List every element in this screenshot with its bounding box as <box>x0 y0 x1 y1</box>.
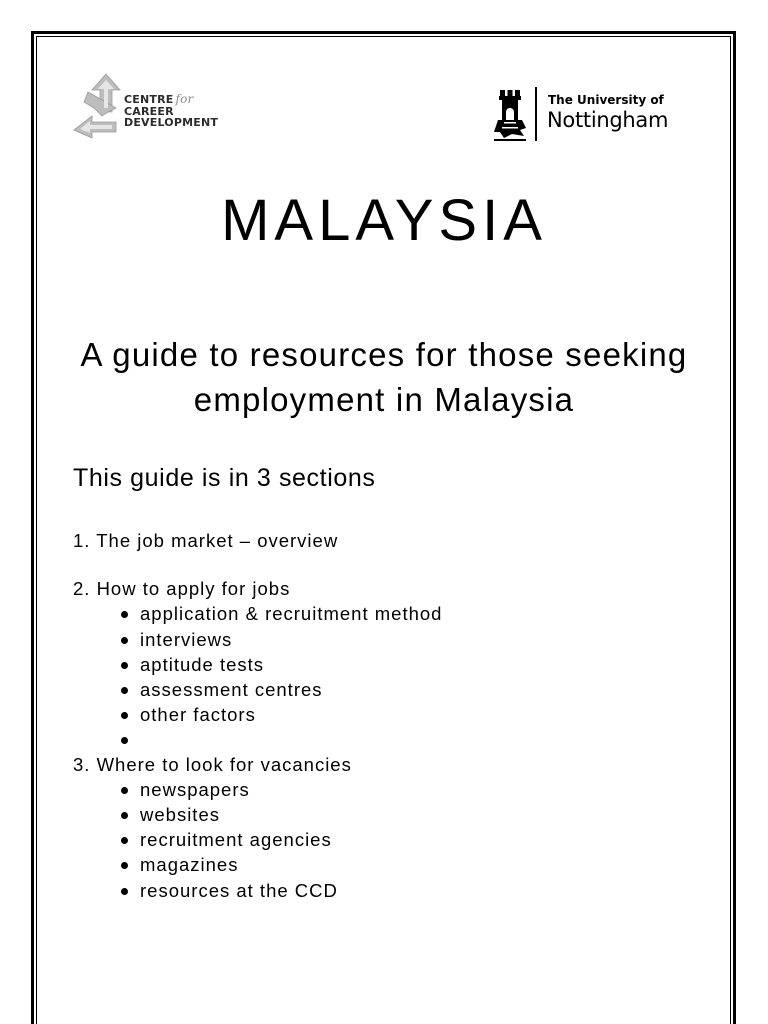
list-item-text: newspapers <box>140 779 250 801</box>
list-item-text: magazines <box>140 854 239 876</box>
list-item <box>73 852 673 877</box>
arrows-logo-icon <box>72 72 128 142</box>
list-item <box>73 727 673 752</box>
ccd-line2: CAREER <box>124 104 174 118</box>
list-item <box>73 878 673 903</box>
section-spacer <box>73 553 673 576</box>
list-item-text: websites <box>140 804 220 826</box>
list-item <box>73 627 673 652</box>
list-item-text: aptitude tests <box>140 653 265 675</box>
section-heading: 1. The job market – overview <box>73 530 339 551</box>
bullet-icon <box>121 611 128 618</box>
bullet-icon <box>121 712 128 719</box>
list-item <box>73 601 673 626</box>
bullet-icon <box>121 687 128 694</box>
list-item-text: application & recruitment method <box>140 603 443 625</box>
ccd-logo <box>72 72 242 142</box>
list-item-text: recruitment agencies <box>140 829 332 851</box>
list-item <box>73 802 673 827</box>
list-item-text: resources at the CCD <box>140 879 338 901</box>
bullet-icon <box>121 637 128 644</box>
list-item-text: interviews <box>140 628 233 650</box>
ccd-line1: CENTRE <box>124 93 174 106</box>
university-line1: The University of <box>548 93 664 107</box>
sections-list <box>73 528 673 903</box>
university-logo <box>490 86 680 144</box>
list-item-text: assessment centres <box>140 678 323 700</box>
ccd-logo-text <box>124 94 218 129</box>
ccd-for: for <box>175 92 194 106</box>
document-subtitle: A guide to resources for those seeking employment in Malaysia <box>80 336 688 418</box>
list-item <box>73 677 673 702</box>
bullet-icon <box>121 862 128 869</box>
ccd-line3: DEVELOPMENT <box>124 116 219 129</box>
castle-crest-icon <box>490 86 530 144</box>
university-line2: Nottingham <box>547 108 669 132</box>
list-item <box>73 702 673 727</box>
list-item <box>73 827 673 852</box>
document-title: MALAYSIA <box>221 188 547 253</box>
bullet-icon <box>121 662 128 669</box>
bullet-icon <box>121 737 128 744</box>
list-item <box>73 652 673 677</box>
section-heading: 2. How to apply for jobs <box>73 578 291 600</box>
bullet-icon <box>121 888 128 895</box>
list-item <box>73 777 673 802</box>
section-heading: 3. Where to look for vacancies <box>73 754 352 776</box>
logo-divider <box>535 87 537 141</box>
bullet-icon <box>121 812 128 819</box>
sections-intro: This guide is in 3 sections <box>73 464 376 492</box>
bullet-icon <box>121 837 128 844</box>
list-item-text: other factors <box>140 703 256 725</box>
bullet-icon <box>121 787 128 794</box>
